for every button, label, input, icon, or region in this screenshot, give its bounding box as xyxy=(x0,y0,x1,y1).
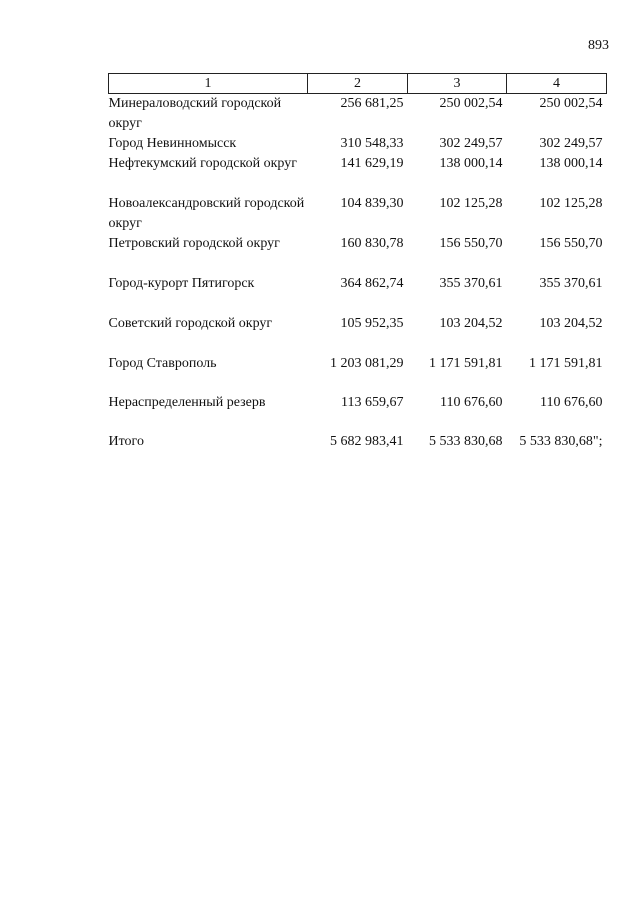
row-value-col2: 105 952,35 xyxy=(340,316,404,331)
row-name: Итого xyxy=(108,434,144,449)
table-row xyxy=(109,354,607,374)
row-name: Город-курорт Пятигорск xyxy=(108,276,255,291)
row-value-col4: 156 550,70 xyxy=(539,236,603,251)
row-name: Нефтекумский городской округ xyxy=(108,156,297,171)
allocation-table xyxy=(108,73,607,452)
row-value-col2: 113 659,67 xyxy=(341,395,404,410)
row-value-col4: 138 000,14 xyxy=(539,156,603,171)
row-value-col3: 5 533 830,68 xyxy=(429,434,503,449)
row-value-col4: 355 370,61 xyxy=(539,276,603,291)
row-value-col3: 250 002,54 xyxy=(439,96,503,111)
row-spacer xyxy=(109,374,607,393)
row-value-col2: 1 203 081,29 xyxy=(330,356,404,371)
row-value-col2: 364 862,74 xyxy=(340,276,404,291)
row-name: Город Невинномысск xyxy=(108,136,237,151)
row-value-col3: 102 125,28 xyxy=(439,196,503,211)
table-header-row xyxy=(109,74,607,94)
table-row xyxy=(109,234,607,274)
row-name: Нераспределенный резерв xyxy=(108,395,266,410)
row-value-col3: 110 676,60 xyxy=(440,395,503,410)
row-name: Новоалександровский городской округ xyxy=(108,196,305,231)
table-row xyxy=(109,154,607,194)
row-value-col3: 302 249,57 xyxy=(439,136,503,151)
row-value-col2: 256 681,25 xyxy=(340,96,404,111)
row-spacer xyxy=(109,413,607,432)
row-value-col4: 302 249,57 xyxy=(539,136,603,151)
column-header-2: 2 xyxy=(308,74,408,94)
column-header-3: 3 xyxy=(408,74,507,94)
row-value-col3: 1 171 591,81 xyxy=(429,356,503,371)
table-row xyxy=(109,134,607,154)
row-value-col2: 104 839,30 xyxy=(340,196,404,211)
table-row xyxy=(109,194,607,234)
row-value-col3: 103 204,52 xyxy=(439,316,503,331)
row-value-col3: 156 550,70 xyxy=(439,236,503,251)
row-value-col4: 102 125,28 xyxy=(539,196,603,211)
row-value-col4: 1 171 591,81 xyxy=(529,356,603,371)
row-value-col4: 5 533 830,68"; xyxy=(519,434,603,449)
table-row xyxy=(109,393,607,413)
row-value-col4: 103 204,52 xyxy=(539,316,603,331)
page-number: 893 xyxy=(588,38,609,53)
row-name: Петровский городской округ xyxy=(108,236,280,251)
row-value-col3: 355 370,61 xyxy=(439,276,503,291)
column-header-1: 1 xyxy=(109,74,308,94)
row-name: Советский городской округ xyxy=(108,316,273,331)
row-value-col2: 160 830,78 xyxy=(340,236,404,251)
row-name: Минераловодский городской округ xyxy=(108,96,282,131)
row-value-col2: 310 548,33 xyxy=(340,136,404,151)
table-row-total xyxy=(109,432,607,452)
row-value-col2: 5 682 983,41 xyxy=(330,434,404,449)
table-row xyxy=(109,314,607,354)
row-value-col4: 110 676,60 xyxy=(540,395,603,410)
row-value-col2: 141 629,19 xyxy=(340,156,404,171)
row-value-col4: 250 002,54 xyxy=(539,96,603,111)
row-name: Город Ставрополь xyxy=(108,356,217,371)
table-row xyxy=(109,94,607,135)
table-row xyxy=(109,274,607,314)
column-header-4: 4 xyxy=(507,74,607,94)
row-value-col3: 138 000,14 xyxy=(439,156,503,171)
